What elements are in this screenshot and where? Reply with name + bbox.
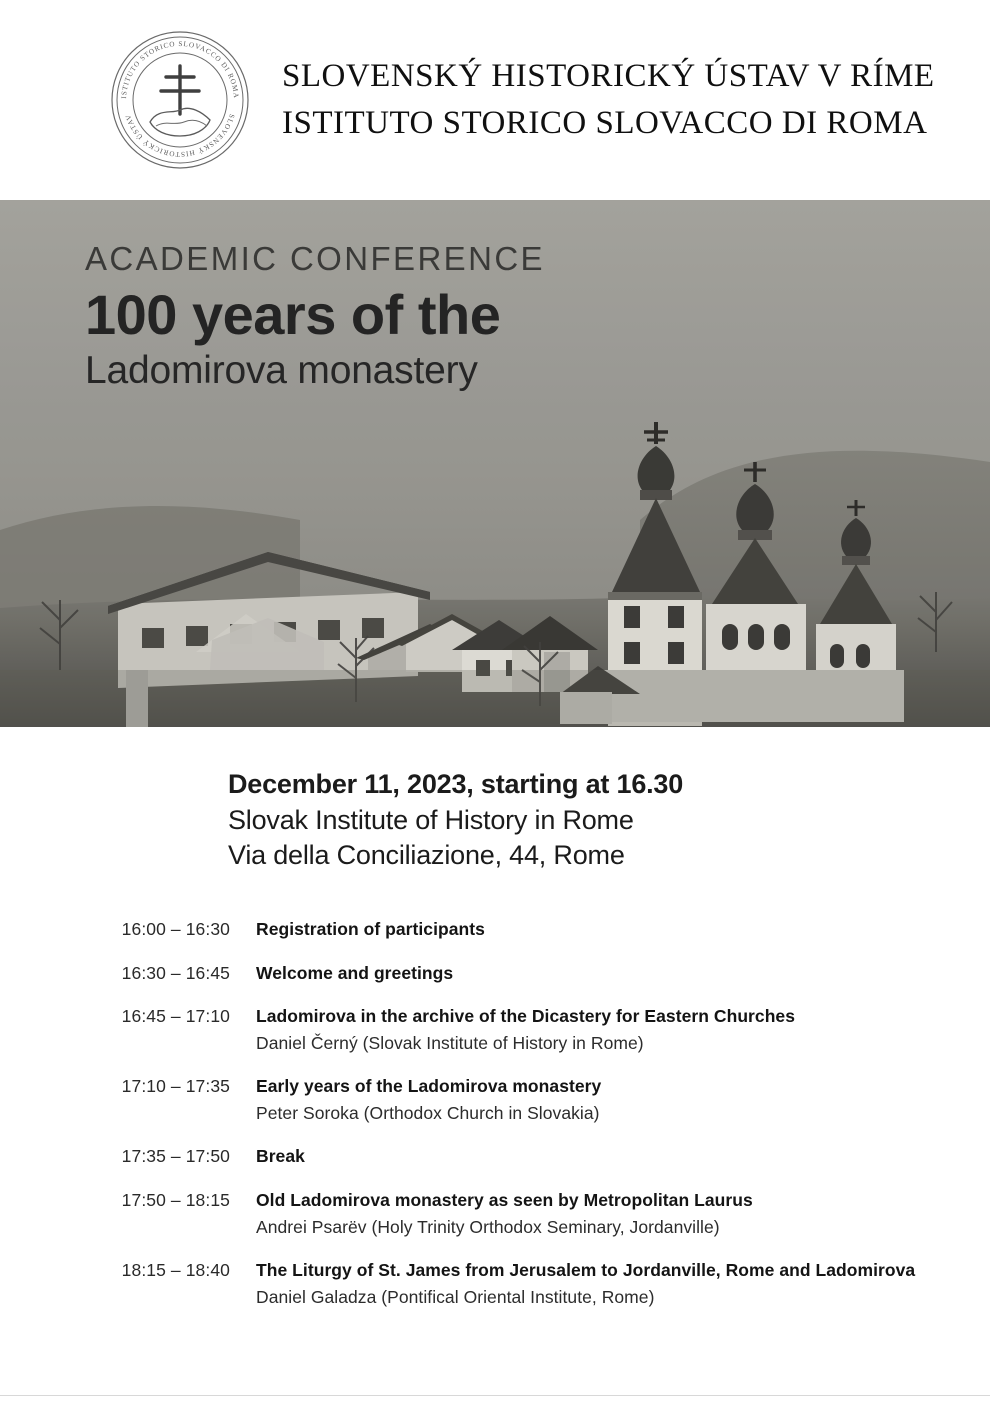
programme-speaker: Daniel Černý (Slovak Institute of History in Rome) [256,1032,644,1053]
programme-entry [230,1075,601,1125]
svg-text:SLOVENSKÝ HISTORICKÝ ÚSTAV: SLOVENSKÝ HISTORICKÝ ÚSTAV [124,112,236,159]
seal-icon [110,30,250,170]
hero-photo-banner [0,200,990,727]
hero-text-block [85,240,545,394]
programme-title: Registration of participants [256,918,485,939]
programme-speaker: Andrei Psarëv (Holy Trinity Orthodox Seminary, Jordanville) [256,1216,720,1237]
programme-time: 17:10 – 17:35 [121,1076,230,1097]
hero-kicker: ACADEMIC CONFERENCE [85,240,545,277]
programme-time: 16:30 – 16:45 [121,962,230,983]
event-date: December 11, 2023, starting at 16.30 [228,769,684,799]
programme-entry [230,918,485,942]
programme-title: Welcome and greetings [256,962,454,983]
programme-entry [230,1005,795,1055]
event-address: Via della Conciliazione, 44, Rome [228,840,625,871]
event-details [0,767,990,874]
programme-row [80,1259,920,1309]
hero-title: 100 years of the [85,283,501,346]
programme-title: Early years of the Ladomirova monastery [256,1076,602,1097]
programme-speaker: Peter Soroka (Orthodox Church in Slovakia) [256,1102,600,1123]
institute-name-sk: SLOVENSKÝ HISTORICKÝ ÚSTAV V RÍME [282,58,935,95]
programme-row [80,1189,920,1239]
programme-row [80,1075,920,1125]
programme-title: Ladomirova in the archive of the Dicastery for Eastern Churches [256,1006,796,1027]
programme-title: Break [256,1146,305,1167]
programme-speaker: Daniel Galadza (Pontifical Oriental Institute, Rome) [256,1286,655,1307]
programme-time: 17:35 – 17:50 [121,1146,230,1167]
hero-subtitle: Ladomirova monastery [85,348,478,392]
programme-row [80,918,920,942]
page-header [0,0,990,200]
institute-names [282,53,935,147]
programme-time: 16:00 – 16:30 [121,918,230,939]
programme-time: 17:50 – 18:15 [121,1190,230,1210]
programme-time: 16:45 – 17:10 [121,1006,230,1027]
programme-row [80,962,920,986]
event-venue: Slovak Institute of History in Rome [228,804,634,835]
programme-entry [230,962,453,986]
institute-seal-logo [110,30,250,170]
programme-row [80,1145,920,1169]
institute-name-it: ISTITUTO STORICO SLOVACCO DI ROMA [282,105,928,141]
page-bottom-divider [0,1395,990,1396]
programme-entry [230,1259,915,1309]
programme-row [80,1005,920,1055]
programme-title: The Liturgy of St. James from Jerusalem to Jordanville, Rome and Ladomirova [256,1260,916,1281]
svg-text:ISTITUTO STORICO SLOVACCO DI R: ISTITUTO STORICO SLOVACCO DI ROMA [119,39,241,99]
programme-entry [230,1145,305,1169]
programme-schedule [0,918,990,1309]
programme-title: Old Ladomirova monastery as seen by Metropolitan Laurus [256,1190,753,1210]
programme-entry [230,1189,753,1239]
programme-time: 18:15 – 18:40 [121,1260,230,1281]
